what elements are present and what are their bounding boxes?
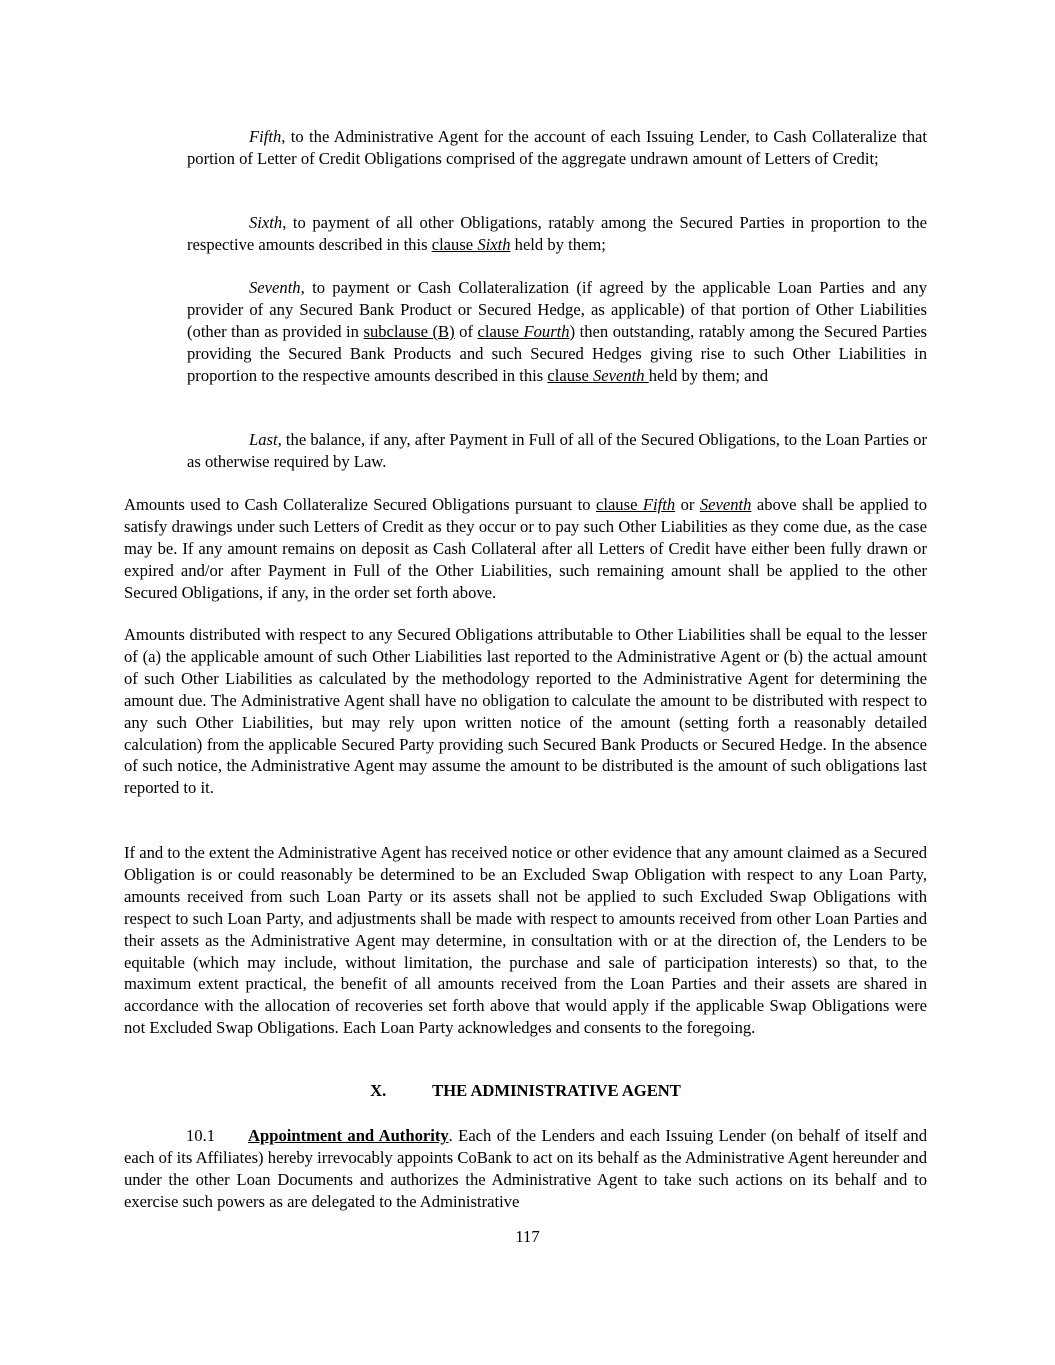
page-number: 117: [515, 1227, 540, 1246]
section-title: Appointment and Authority: [248, 1126, 449, 1145]
paragraph-sixth: [187, 212, 927, 256]
paragraph-text: ) then outstanding, ratably among the Secured Parties providing the Secured Bank Products and such Secured Hedges giving rise to such Other Liabilities in proportion to the respective amounts described in this: [187, 321, 927, 385]
paragraph-text: , the balance, if any, after Payment in Full of all of the Secured Obligations, to the Loan Parties or as otherwise required by Law.: [187, 430, 927, 471]
clause-reference: clause Sixth: [431, 234, 511, 254]
clause-reference: clause Fifth: [595, 495, 676, 514]
clause-lead: Last: [249, 430, 278, 449]
paragraph-text: If and to the extent the Administrative Agent has received notice or other evidence that any amount claimed as a Secured Obligation is or could reasonably be determined to be an Excluded Swap Obligation with respect to any Loan Party, amounts received from such Loan Party or its assets shall not be applied to such Excluded Swap Obligations with respect to such Loan Party, and adjustments shall be made with respect to amounts received from other Loan Parties and their assets as the Administrative Agent may determine, in consultation with or at the direction of, the Lenders to be equitable (which may include, without limitation, the purchase and sale of participation interests) so that, to the maximum extent practical, the benefit of all amounts received from the Loan Parties and their assets are shared in accordance with the allocation of recoveries set forth above that would apply if the applicable Swap Obligations were not Excluded Swap Obligations. Each Loan Party acknowledges and consents to the foregoing.: [124, 843, 927, 1038]
clause-lead: Sixth: [249, 213, 283, 232]
clause-lead: Fifth: [249, 127, 282, 146]
clause-lead: Seventh: [249, 278, 301, 297]
section-10-1: [124, 1125, 927, 1213]
paragraph-text: held by them; and: [648, 365, 769, 385]
article-title: THE ADMINISTRATIVE AGENT: [432, 1081, 681, 1100]
paragraph-if-and-to-extent: [124, 842, 927, 1039]
paragraph-text: Amounts used to Cash Collateralize Secured Obligations pursuant to: [124, 495, 596, 514]
paragraph-text: or: [675, 495, 700, 514]
clause-reference: clause Seventh: [547, 365, 649, 385]
subclause-reference: subclause (B): [363, 321, 455, 341]
paragraph-text: held by them;: [510, 234, 606, 254]
paragraph-last: [187, 429, 927, 473]
paragraph-fifth: [187, 126, 927, 170]
article-heading: [124, 1080, 927, 1102]
article-number: X.: [370, 1081, 387, 1100]
paragraph-seventh: [187, 277, 927, 387]
paragraph-text: of: [454, 321, 478, 341]
paragraph-amounts-distributed: [124, 624, 927, 799]
clause-reference: clause Fourth: [477, 321, 570, 341]
paragraph-text: , to the Administrative Agent for the account of each Issuing Lender, to Cash Collateralize that portion of Letter of Credit Obligations comprised of the aggregate undrawn amount of Letters of Credit;: [187, 127, 927, 168]
paragraph-text: Amounts distributed with respect to any Secured Obligations attributable to Other Liabilities shall be equal to the lesser of (a) the applicable amount of such Other Liabilities last reported to the Administrative Agent or (b) the actual amount of such Other Liabilities as calculated by the methodology reported to the Administrative Agent for determining the amount due. The Administrative Agent shall have no obligation to calculate the amount to be distributed with respect to any such Other Liabilities, but may rely upon written notice of the amount (setting forth a reasonably detailed calculation) from the applicable Secured Party providing such Secured Bank Products or Secured Hedge. In the absence of such notice, the Administrative Agent may assume the amount to be distributed is the amount of such obligations last reported to it.: [124, 625, 927, 798]
paragraph-amounts-used: [124, 494, 927, 604]
paragraph-text: above shall be applied to satisfy drawings under such Letters of Credit as they occur or to pay such Other Liabilities as they come due, as the case may be. If any amount remains on deposit as Cash Collateral after all Letters of Credit have either been fully drawn or expired and/or after Payment in Full of the Other Liabilities, such remaining amount shall be applied to the other Secured Obligations, if any, in the order set forth above.: [124, 495, 927, 602]
paragraph-text: , to payment or Cash Collateralization (if agreed by the applicable Loan Parties and any provider of any Secured Bank Product or Secured Hedge, as applicable) of that portion of Other Liabilities (other than as provided in: [187, 278, 927, 341]
paragraph-text: . Each of the Lenders and each Issuing Lender (on behalf of itself and each of its Affiliates) hereby irrevocably appoints CoBank to act on its behalf as the Administrative Agent hereunder and under the other Loan Documents and authorizes the Administrative Agent to take such actions on its behalf and to exercise such powers as are delegated to the Administrative: [124, 1126, 927, 1211]
clause-reference: Seventh: [699, 495, 752, 514]
section-number: 10.1: [186, 1126, 216, 1145]
paragraph-text: , to payment of all other Obligations, ratably among the Secured Parties in proportion to the respective amounts described in this: [187, 213, 927, 254]
